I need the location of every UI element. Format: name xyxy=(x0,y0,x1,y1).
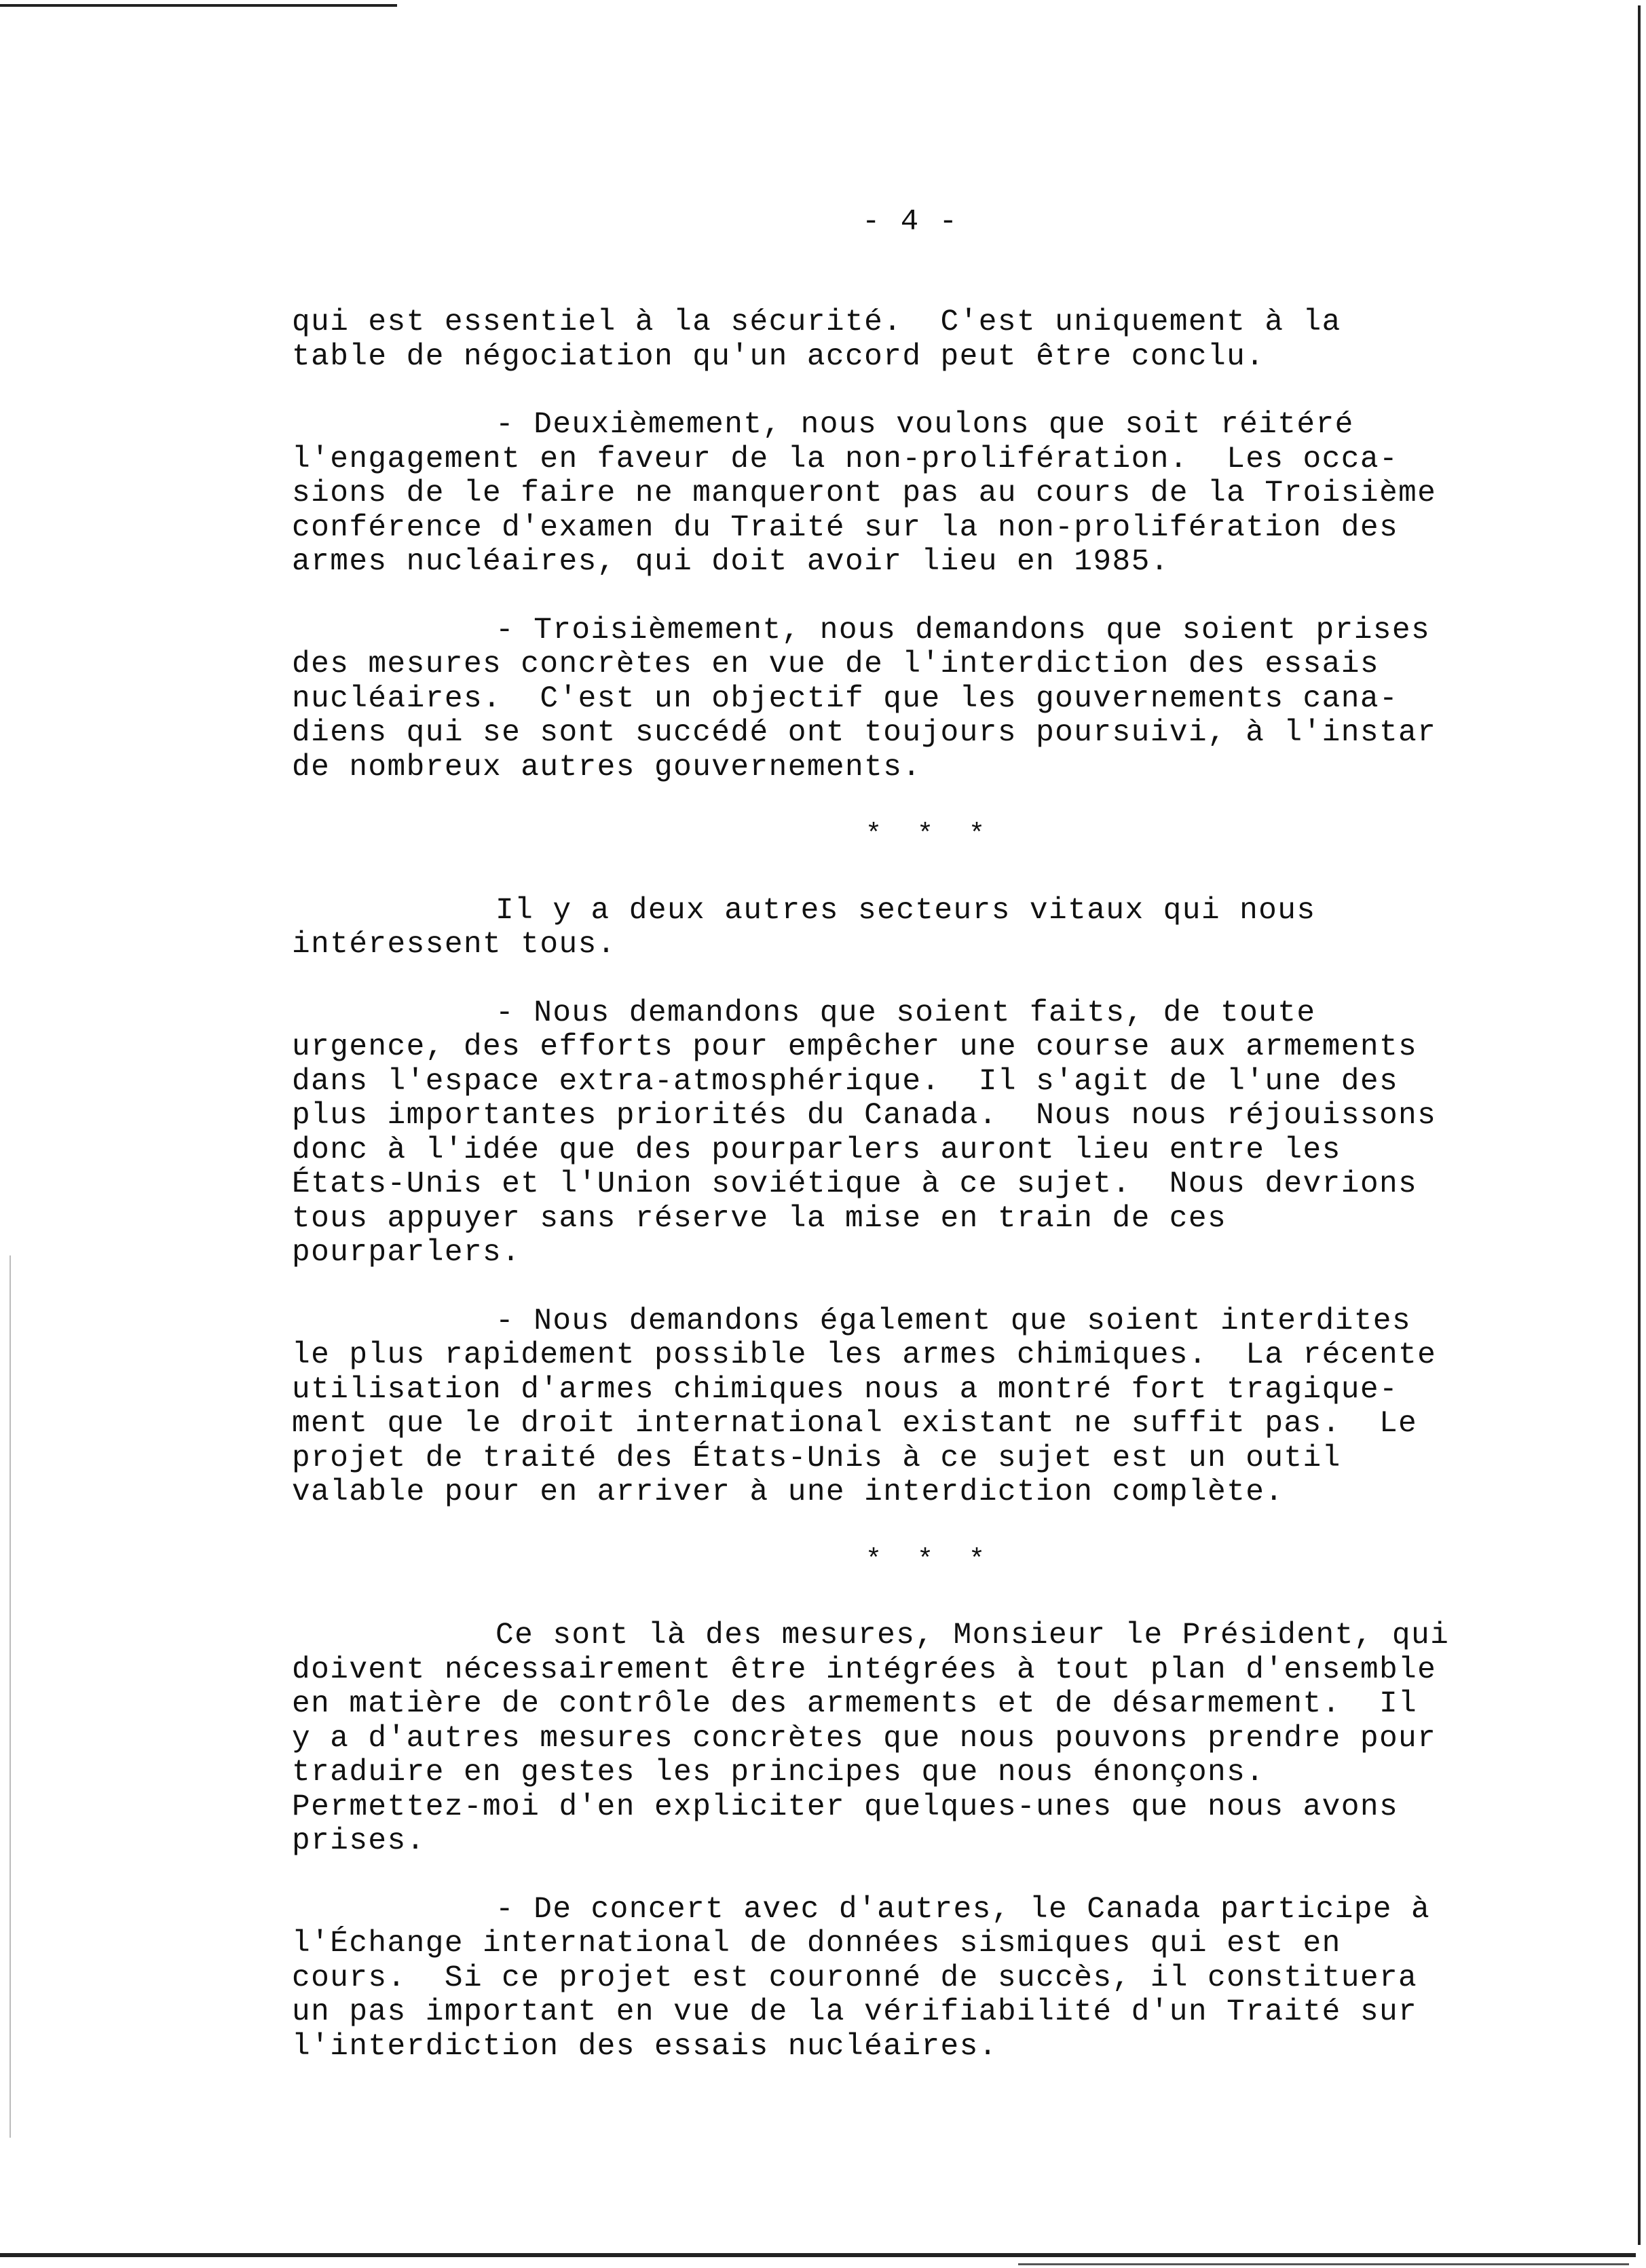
page-number: - 4 - xyxy=(862,205,959,239)
text-line: y a d'autres mesures concrètes que nous pouvons prendre pour xyxy=(292,1721,1437,1756)
text-line: urgence, des efforts pour empêcher une course aux armements xyxy=(292,1030,1418,1064)
paragraph xyxy=(292,1304,1534,1510)
text-line: Il y a deux autres secteurs vitaux qui nous xyxy=(495,893,1316,928)
text-line: armes nucléaires, qui doit avoir lieu en 1985. xyxy=(292,545,1170,579)
text-line: intéressent tous. xyxy=(292,928,616,962)
scan-border-bottom xyxy=(0,2253,1636,2257)
text-line: des mesures concrètes en vue de l'interdiction des essais xyxy=(292,647,1379,681)
paragraph xyxy=(292,1619,1534,1859)
text-line: - Nous demandons que soient faits, de toute xyxy=(495,996,1316,1030)
text-line: l'engagement en faveur de la non-prolifération. Les occa- xyxy=(292,442,1399,476)
text-line: ment que le droit international existant ne suffit pas. Le xyxy=(292,1407,1418,1441)
text-line: doivent nécessairement être intégrées à tout plan d'ensemble xyxy=(292,1652,1437,1687)
text-line: en matière de contrôle des armements et de désarmement. Il xyxy=(292,1687,1418,1721)
paragraph xyxy=(292,305,1534,374)
paragraph xyxy=(292,1893,1534,2064)
text-line: - Deuxièmement, nous voulons que soit réitéré xyxy=(495,408,1354,442)
text-line: Ce sont là des mesures, Monsieur le Président, qui xyxy=(495,1619,1450,1652)
text-line: - De concert avec d'autres, le Canada participe à xyxy=(495,1892,1431,1927)
text-line: projet de traité des États-Unis à ce sujet est un outil xyxy=(292,1441,1341,1475)
section-separator: * * * xyxy=(865,1545,995,1576)
text-line: l'Échange international de données sismiques qui est en xyxy=(292,1927,1341,1961)
paragraph xyxy=(292,408,1534,580)
text-line: Permettez-moi d'en expliciter quelques-unes que nous avons xyxy=(292,1790,1399,1824)
text-line: qui est essentiel à la sécurité. C'est uniquement à la xyxy=(292,305,1341,339)
text-line: prises. xyxy=(292,1824,426,1858)
paragraph xyxy=(292,996,1534,1270)
text-line: pourparlers. xyxy=(292,1236,521,1270)
section-separator: * * * xyxy=(865,820,995,850)
text-line: - Nous demandons également que soient interdites xyxy=(495,1304,1412,1338)
text-line: - Troisièmement, nous demandons que soient prises xyxy=(495,613,1431,647)
text-line: nucléaires. C'est un objectif que les gouvernements cana- xyxy=(292,681,1399,716)
text-line: États-Unis et l'Union soviétique à ce sujet. Nous devrions xyxy=(292,1167,1418,1201)
text-line: utilisation d'armes chimiques nous a montré fort tragique- xyxy=(292,1372,1399,1407)
text-line: de nombreux autres gouvernements. xyxy=(292,750,922,785)
scan-border-right xyxy=(1638,5,1641,2245)
text-line: cours. Si ce projet est couronné de succès, il constituera xyxy=(292,1961,1418,1995)
text-line: dans l'espace extra-atmosphérique. Il s'agit de l'une des xyxy=(292,1064,1399,1099)
text-line: le plus rapidement possible les armes chimiques. La récente xyxy=(292,1338,1437,1372)
text-line: traduire en gestes les principes que nous énonçons. xyxy=(292,1756,1265,1790)
scan-border-bottom-shadow xyxy=(1018,2263,1629,2265)
scan-border-left xyxy=(10,1255,11,2138)
text-line: plus importantes priorités du Canada. Nous nous réjouissons xyxy=(292,1099,1437,1133)
scan-border-top xyxy=(0,4,397,7)
text-line: l'interdiction des essais nucléaires. xyxy=(292,2029,998,2064)
text-line: table de négociation qu'un accord peut être conclu. xyxy=(292,339,1265,374)
text-line: sions de le faire ne manqueront pas au cours de la Troisième xyxy=(292,476,1437,510)
text-line: diens qui se sont succédé ont toujours poursuivi, à l'instar xyxy=(292,716,1437,750)
paragraph xyxy=(292,613,1534,785)
text-line: valable pour en arriver à une interdiction complète. xyxy=(292,1475,1284,1509)
text-line: tous appuyer sans réserve la mise en train de ces xyxy=(292,1201,1227,1236)
body-text xyxy=(292,305,1534,2098)
text-line: conférence d'examen du Traité sur la non-prolifération des xyxy=(292,510,1399,545)
paragraph xyxy=(292,894,1534,962)
text-line: un pas important en vue de la vérifiabilité d'un Traité sur xyxy=(292,1995,1418,2029)
text-line: donc à l'idée que des pourparlers auront lieu entre les xyxy=(292,1133,1341,1167)
